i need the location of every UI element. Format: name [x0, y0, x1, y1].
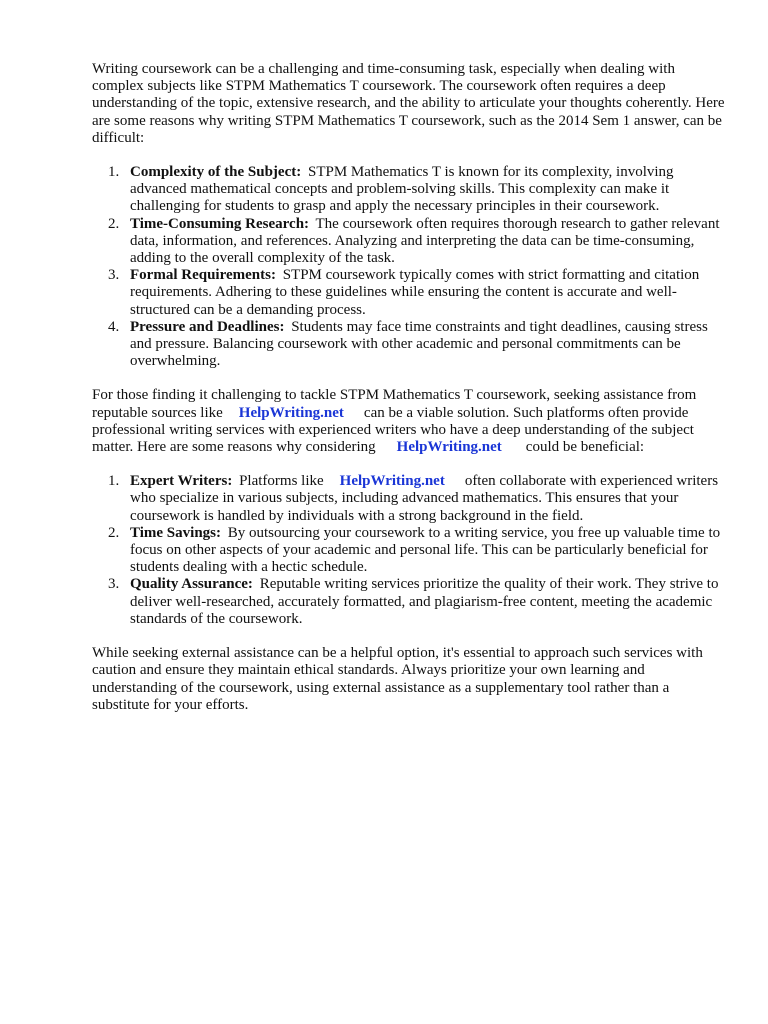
- list-text-pre: Platforms like: [239, 473, 324, 490]
- assistance-text-part1: For those finding it challenging to tackle STPM Mathematics T coursework, seeking assistance from reputable sources like: [92, 387, 697, 421]
- list-number: 4.: [108, 318, 120, 335]
- document-page: [92, 61, 728, 714]
- list-item: [92, 525, 728, 577]
- list-number: 2.: [108, 215, 120, 232]
- list-item: [92, 473, 728, 525]
- list-term: Quality Assurance:: [130, 576, 253, 593]
- list-item: [92, 267, 728, 319]
- assistance-text-part3: could be beneficial:: [525, 439, 645, 456]
- list-item: [92, 319, 728, 371]
- closing-paragraph: While seeking external assistance can be a helpful option, it's essential to approach such services with caution and ensure they maintain ethical standards. Always prioritize your own learning and understanding of the coursework, using external assistance as a supplementary tool rather than a substitute for your efforts.: [92, 645, 703, 713]
- list-text: Students may face time constraints and tight deadlines, causing stress and pressure. Balancing coursework with other academic and personal commitments can be overwhelming.: [130, 318, 708, 370]
- helpwriting-link[interactable]: HelpWriting.net: [339, 473, 445, 490]
- assistance-text-part2: can be a viable solution. Such platforms often provide professional writing services with experienced writers who have a deep understanding of the subject matter. Here are some reasons why considering: [92, 404, 694, 456]
- benefits-list: [92, 473, 728, 628]
- list-text: Reputable writing services prioritize the quality of their work. They strive to deliver well-researched, accurately formatted, and plagiarism-free content, meeting the academic standards of the coursework.: [130, 576, 719, 627]
- reasons-list: [92, 164, 728, 370]
- list-text: STPM coursework typically comes with strict formatting and citation requirements. Adhering to these guidelines while ensuring the content is accurate and well-structured can be a demanding process.: [130, 267, 700, 318]
- intro-paragraph: Writing coursework can be a challenging and time-consuming task, especially when dealing with complex subjects like STPM Mathematics T coursework. The coursework often requires a deep understanding of the topic, extensive research, and the ability to articulate your thoughts coherently. Here are some reasons why writing STPM Mathematics T coursework, such as the 2014 Sem 1 answer, can be difficult:: [92, 61, 725, 146]
- list-number: 3.: [108, 576, 120, 593]
- list-text: The coursework often requires thorough research to gather relevant data, information, and references. Analyzing and interpreting the data can be time-consuming, adding to the overall complexity of the task.: [130, 215, 720, 267]
- list-text: STPM Mathematics T is known for its complexity, involving advanced mathematical concepts and problem-solving skills. This complexity can make it challenging for students to grasp and apply the necessary principles in their coursework.: [130, 164, 674, 215]
- list-number: 3.: [108, 267, 120, 284]
- list-text: often collaborate with experienced writers who specialize in various subjects, including advanced mathematics. This ensures that your coursework is handled by individuals with a strong background in the field.: [130, 473, 719, 524]
- helpwriting-link[interactable]: HelpWriting.net: [396, 439, 502, 456]
- list-term: Expert Writers:: [130, 473, 233, 490]
- list-item: [92, 216, 728, 268]
- list-item: [92, 576, 728, 628]
- list-item: [92, 164, 728, 216]
- helpwriting-link[interactable]: HelpWriting.net: [238, 404, 344, 421]
- list-term: Complexity of the Subject:: [130, 164, 302, 181]
- list-text: By outsourcing your coursework to a writing service, you free up valuable time to focus on other aspects of your academic and personal life. This can be particularly beneficial for students dealing with a hectic schedule.: [130, 524, 721, 576]
- list-number: 1.: [108, 164, 120, 181]
- list-term: Formal Requirements:: [130, 267, 276, 284]
- list-term: Time-Consuming Research:: [130, 215, 310, 232]
- list-term: Pressure and Deadlines:: [130, 318, 285, 335]
- list-term: Time Savings:: [130, 524, 221, 541]
- list-number: 2.: [108, 524, 120, 541]
- list-number: 1.: [108, 473, 120, 490]
- assistance-paragraph: [92, 387, 728, 456]
